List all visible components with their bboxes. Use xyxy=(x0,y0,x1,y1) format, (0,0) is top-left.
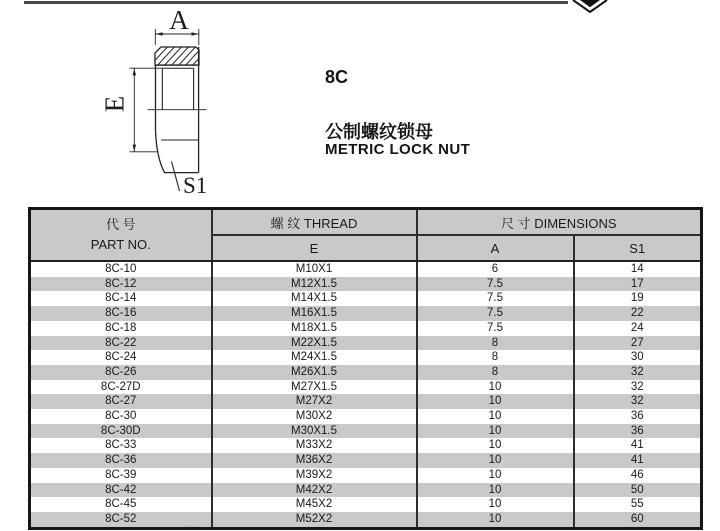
cell-part-no: 8C-27 xyxy=(30,394,212,409)
cell-dim-a: 10 xyxy=(417,424,574,439)
cell-thread-e: M52X2 xyxy=(212,512,417,528)
cell-thread-e: M26X1.5 xyxy=(212,365,417,380)
cell-dim-a: 10 xyxy=(417,394,574,409)
header-part-no xyxy=(30,209,212,262)
header-part-no-zh: 代 号 xyxy=(105,216,136,232)
cell-dim-s1: 41 xyxy=(574,453,702,468)
table-row xyxy=(30,497,702,512)
cell-part-no: 8C-30D xyxy=(30,424,212,439)
cell-thread-e: M39X2 xyxy=(212,468,417,483)
cell-dim-a: 6 xyxy=(417,261,574,277)
table-header xyxy=(30,209,702,262)
cell-dim-s1: 32 xyxy=(574,394,702,409)
cell-thread-e: M27X2 xyxy=(212,394,417,409)
cell-thread-e: M22X1.5 xyxy=(212,336,417,351)
cell-dim-a: 8 xyxy=(417,336,574,351)
cell-dim-a: 10 xyxy=(417,438,574,453)
cell-dim-s1: 30 xyxy=(574,350,702,365)
table-row xyxy=(30,261,702,277)
cell-dim-a: 7.5 xyxy=(417,277,574,292)
table-row xyxy=(30,380,702,395)
table-body xyxy=(30,261,702,528)
cell-part-no: 8C-52 xyxy=(30,512,212,528)
diamond-brand-logo-icon xyxy=(571,0,609,13)
table-row xyxy=(30,453,702,468)
model-code: 8C xyxy=(325,67,349,87)
table-row xyxy=(30,438,702,453)
cell-part-no: 8C-27D xyxy=(30,380,212,395)
cell-dim-s1: 22 xyxy=(574,306,702,321)
drawing-label-e: E xyxy=(99,95,130,113)
cell-dim-s1: 36 xyxy=(574,424,702,439)
cell-part-no: 8C-33 xyxy=(30,438,212,453)
cell-part-no: 8C-42 xyxy=(30,483,212,498)
cell-thread-e: M16X1.5 xyxy=(212,306,417,321)
table-row xyxy=(30,306,702,321)
table-row xyxy=(30,483,702,498)
cell-part-no: 8C-26 xyxy=(30,365,212,380)
cell-dim-s1: 55 xyxy=(574,497,702,512)
cell-part-no: 8C-18 xyxy=(30,321,212,336)
product-title-en: METRIC LOCK NUT xyxy=(325,141,471,158)
header-part-no-en: PART NO. xyxy=(90,237,151,252)
scan-artifact xyxy=(184,524,197,527)
cell-thread-e: M45X2 xyxy=(212,497,417,512)
cell-dim-a: 8 xyxy=(417,350,574,365)
header-dimensions: 尺 寸 DIMENSIONS xyxy=(417,209,702,236)
table-row xyxy=(30,277,702,292)
drawing-label-a: A xyxy=(169,5,189,35)
cell-thread-e: M30X2 xyxy=(212,409,417,424)
table-row xyxy=(30,424,702,439)
cell-thread-e: M33X2 xyxy=(212,438,417,453)
cell-dim-a: 7.5 xyxy=(417,306,574,321)
product-title-zh: 公制螺纹锁母 xyxy=(325,122,433,142)
cell-dim-s1: 27 xyxy=(574,336,702,351)
table-row xyxy=(30,350,702,365)
cell-dim-s1: 32 xyxy=(574,365,702,380)
cell-thread-e: M10X1 xyxy=(212,261,417,277)
header-thread: 螺 纹 THREAD xyxy=(212,209,417,236)
header-col-s1: S1 xyxy=(574,235,702,261)
drawing-label-s1: S1 xyxy=(183,173,208,198)
cell-dim-s1: 24 xyxy=(574,321,702,336)
cell-thread-e: M18X1.5 xyxy=(212,321,417,336)
cell-dim-a: 7.5 xyxy=(417,291,574,306)
cell-thread-e: M27X1.5 xyxy=(212,380,417,395)
table-row xyxy=(30,336,702,351)
cell-part-no: 8C-30 xyxy=(30,409,212,424)
cell-part-no: 8C-24 xyxy=(30,350,212,365)
table-row xyxy=(30,365,702,380)
header-col-a: A xyxy=(417,235,574,261)
cell-dim-s1: 60 xyxy=(574,512,702,528)
cell-dim-a: 10 xyxy=(417,468,574,483)
cell-dim-s1: 32 xyxy=(574,380,702,395)
cell-dim-s1: 17 xyxy=(574,277,702,292)
leader-line-s1 xyxy=(172,162,180,192)
table-row xyxy=(30,321,702,336)
cell-thread-e: M24X1.5 xyxy=(212,350,417,365)
cell-part-no: 8C-12 xyxy=(30,277,212,292)
table-row xyxy=(30,468,702,483)
cell-part-no: 8C-10 xyxy=(30,261,212,277)
cell-part-no: 8C-45 xyxy=(30,497,212,512)
cell-part-no: 8C-39 xyxy=(30,468,212,483)
cell-part-no: 8C-16 xyxy=(30,306,212,321)
cell-dim-a: 10 xyxy=(417,409,574,424)
cell-thread-e: M12X1.5 xyxy=(212,277,417,292)
table-row xyxy=(30,394,702,409)
cell-dim-s1: 50 xyxy=(574,483,702,498)
cell-dim-s1: 19 xyxy=(574,291,702,306)
dimensions-table xyxy=(28,207,703,530)
cell-dim-a: 8 xyxy=(417,365,574,380)
cell-thread-e: M30X1.5 xyxy=(212,424,417,439)
cell-dim-s1: 46 xyxy=(574,468,702,483)
body-chamfer-curve xyxy=(156,130,165,172)
cell-dim-s1: 14 xyxy=(574,261,702,277)
lock-nut-technical-drawing xyxy=(98,0,218,198)
cell-part-no: 8C-14 xyxy=(30,291,212,306)
table-row xyxy=(30,291,702,306)
cell-dim-a: 10 xyxy=(417,497,574,512)
cell-dim-a: 7.5 xyxy=(417,321,574,336)
cell-dim-s1: 41 xyxy=(574,438,702,453)
cell-thread-e: M42X2 xyxy=(212,483,417,498)
table-row xyxy=(30,409,702,424)
cell-dim-a: 10 xyxy=(417,453,574,468)
cell-dim-a: 10 xyxy=(417,380,574,395)
cell-dim-a: 10 xyxy=(417,512,574,528)
cell-part-no: 8C-36 xyxy=(30,453,212,468)
cell-thread-e: M36X2 xyxy=(212,453,417,468)
table-row xyxy=(30,512,702,528)
header-col-e: E xyxy=(212,235,417,261)
cell-dim-a: 10 xyxy=(417,483,574,498)
cell-thread-e: M14X1.5 xyxy=(212,291,417,306)
cell-part-no: 8C-22 xyxy=(30,336,212,351)
cell-dim-s1: 36 xyxy=(574,409,702,424)
